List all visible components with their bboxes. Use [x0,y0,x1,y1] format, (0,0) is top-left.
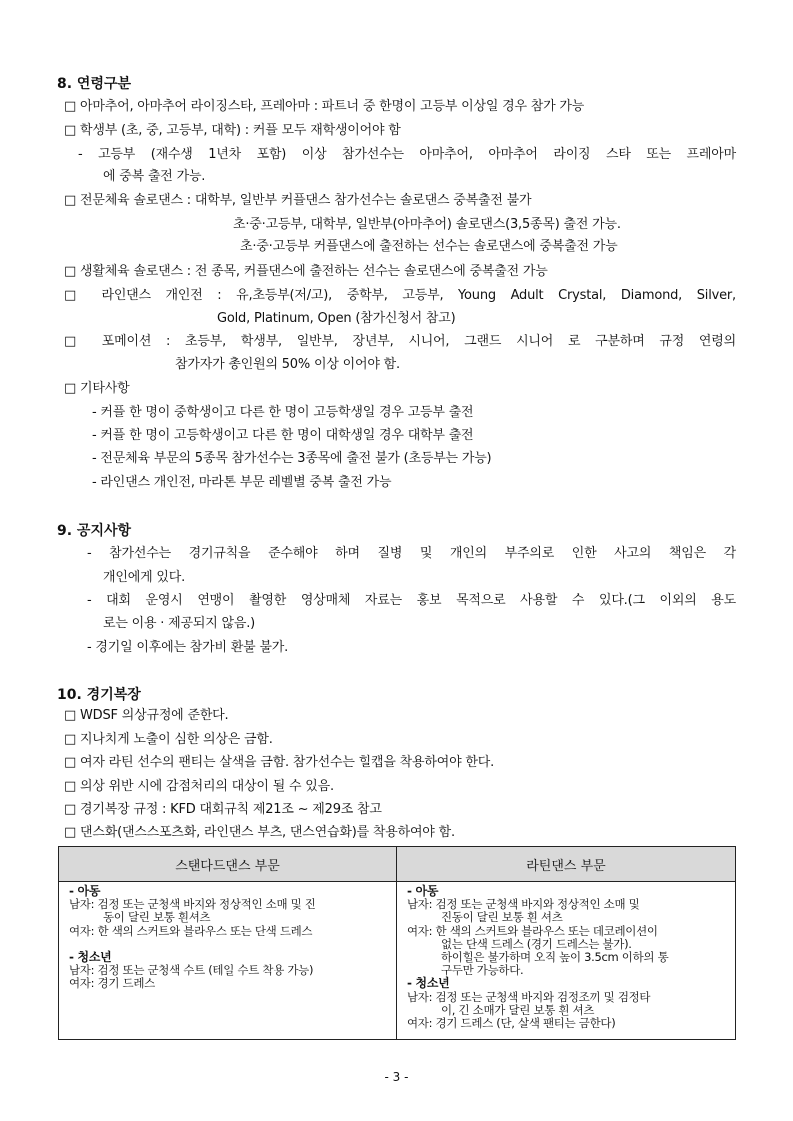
latin-child-female-cont: 없는 단색 드레스 (경기 드레스는 불가). [441,936,632,951]
age-rule-pro-solo-cont1: 초·중·고등부, 대학부, 일반부(아마추어) 솔로댄스(3,5종목) 출전 가능. [233,217,621,232]
standard-child-female: 여자: 한 색의 스커트와 블라우스 또는 단색 드레스 [69,923,313,938]
notice-1-cont: 개인에게 있다. [103,570,186,585]
latin-dress-cell [397,882,736,1040]
age-rule-etc-3: - 전문체육 부문의 5종목 참가선수는 3종목에 출전 불가 (초등부는 가능) [92,451,492,466]
age-rule-formation: □ 포메이션 : 초등부, 학생부, 일반부, 장년부, 시니어, 그랜드 시니어 로 구분하며 규정 연령의 [64,334,736,349]
attire-rule-3: □ 여자 라틴 선수의 팬티는 살색을 금함. 참가선수는 힐캡을 착용하여야 한다. [64,755,495,770]
latin-youth-label: - 청소년 [407,976,450,991]
latin-child-male: 남자: 검정 또는 군청색 바지와 정상적인 소매 및 [407,897,640,912]
age-rule-pro-solo: □ 전문체육 솔로댄스 : 대학부, 일반부 커플댄스 참가선수는 솔로댄스 중복출전 불가 [64,193,532,208]
standard-child-male-cont: 동이 달린 보통 흰셔츠 [103,910,211,925]
standard-dress-cell [59,882,397,1040]
age-rule-etc-1: - 커플 한 명이 중학생이고 다른 한 명이 고등학생일 경우 고등부 출전 [92,405,474,420]
notice-2: - 대회 운영시 연맹이 촬영한 영상매체 자료는 홍보 목적으로 사용할 수 있다.(그 이외의 용도 [87,593,736,608]
section-8-heading: 8. 연령구분 [57,76,132,92]
notice-2-cont: 로는 이용 · 제공되지 않음.) [103,616,256,631]
dress-code-table [58,846,736,1040]
attire-rule-1: □ WDSF 의상규정에 준한다. [64,708,229,723]
section-10-heading: 10. 경기복장 [57,687,141,703]
age-rule-line-dance: □ 라인댄스 개인전 : 유,초등부(저/고), 중학부, 고등부, Young Adult Crystal, Diamond, Silver, [64,288,736,303]
latin-youth-female: 여자: 경기 드레스 (단, 살색 팬티는 금한다) [407,1016,616,1031]
standard-youth-label: - 청소년 [69,949,112,964]
attire-rule-5: □ 경기복장 규정 : KFD 대회규칙 제21조 ~ 제29조 참고 [64,802,382,817]
standard-youth-female: 여자: 경기 드레스 [69,976,155,991]
standard-youth-male: 남자: 검정 또는 군청색 수트 (테일 수트 착용 가능) [69,963,314,978]
age-rule-etc-2: - 커플 한 명이 고등학생이고 다른 한 명이 대학생일 경우 대학부 출전 [92,428,474,443]
standard-child-label: - 아동 [69,884,101,898]
age-rule-amateur: □ 아마추어, 아마추어 라이징스타, 프레아마 : 파트너 중 한명이 고등부 이상일 경우 참가 가능 [64,99,585,114]
age-rule-formation-cont: 참가자가 총인원의 50% 이상 이어야 함. [175,357,400,372]
page-number: - 3 - [384,1070,409,1084]
latin-youth-male-cont: 이, 긴 소매가 달린 보통 흰 셔츠 [441,1002,595,1017]
table-header-latin: 라틴댄스 부문 [397,847,736,882]
age-rule-line-dance-cont: Gold, Platinum, Open (참가신청서 참고) [217,311,456,326]
latin-child-label: - 아동 [407,884,439,898]
latin-child-heel-rule-cont: 구두만 가능하다. [441,963,524,978]
age-rule-student: □ 학생부 (초, 중, 고등부, 대학) : 커플 모두 재학생이어야 함 [64,123,401,138]
notice-1: - 참가선수는 경기규칙을 준수해야 하며 질병 및 개인의 부주의로 인한 사고의 책임은 각 [87,546,736,561]
table-header-standard: 스탠다드댄스 부문 [59,847,397,882]
latin-child-female: 여자: 한 색의 스커트와 블라우스 또는 데코레이션이 [407,923,658,938]
age-rule-etc: □ 기타사항 [64,381,130,396]
standard-child-male: 남자: 검정 또는 군청색 바지와 정상적인 소매 및 진 [69,897,316,912]
age-rule-life-solo: □ 생활체육 솔로댄스 : 전 종목, 커플댄스에 출전하는 선수는 솔로댄스에 중복출전 가능 [64,264,548,279]
latin-child-heel-rule: 하이힐은 불가하며 오직 높이 3.5cm 이하의 통 [441,950,669,965]
attire-rule-2: □ 지나치게 노출이 심한 의상은 금함. [64,732,273,747]
latin-child-male-cont: 진동이 달린 보통 흰 셔츠 [441,910,563,925]
latin-youth-male: 남자: 검정 또는 군청색 바지와 검정조끼 및 검정타 [407,989,651,1004]
age-rule-pro-solo-cont2: 초·중·고등부 커플댄스에 출전하는 선수는 솔로댄스에 중복출전 가능 [240,239,618,254]
attire-rule-4: □ 의상 위반 시에 감점처리의 대상이 될 수 있음. [64,779,334,794]
age-rule-highschool: - 고등부 (재수생 1년차 포함) 이상 참가선수는 아마추어, 아마추어 라이징 스타 또는 프레아마 [78,147,736,162]
section-9-heading: 9. 공지사항 [57,523,132,539]
attire-rule-6: □ 댄스화(댄스스포츠화, 라인댄스 부츠, 댄스연습화)를 착용하여야 함. [64,825,455,840]
age-rule-etc-4: - 라인댄스 개인전, 마라톤 부문 레벨별 중복 출전 가능 [92,475,392,490]
age-rule-highschool-cont: 에 중복 출전 가능. [103,169,206,184]
notice-3: - 경기일 이후에는 참가비 환불 불가. [87,640,289,655]
